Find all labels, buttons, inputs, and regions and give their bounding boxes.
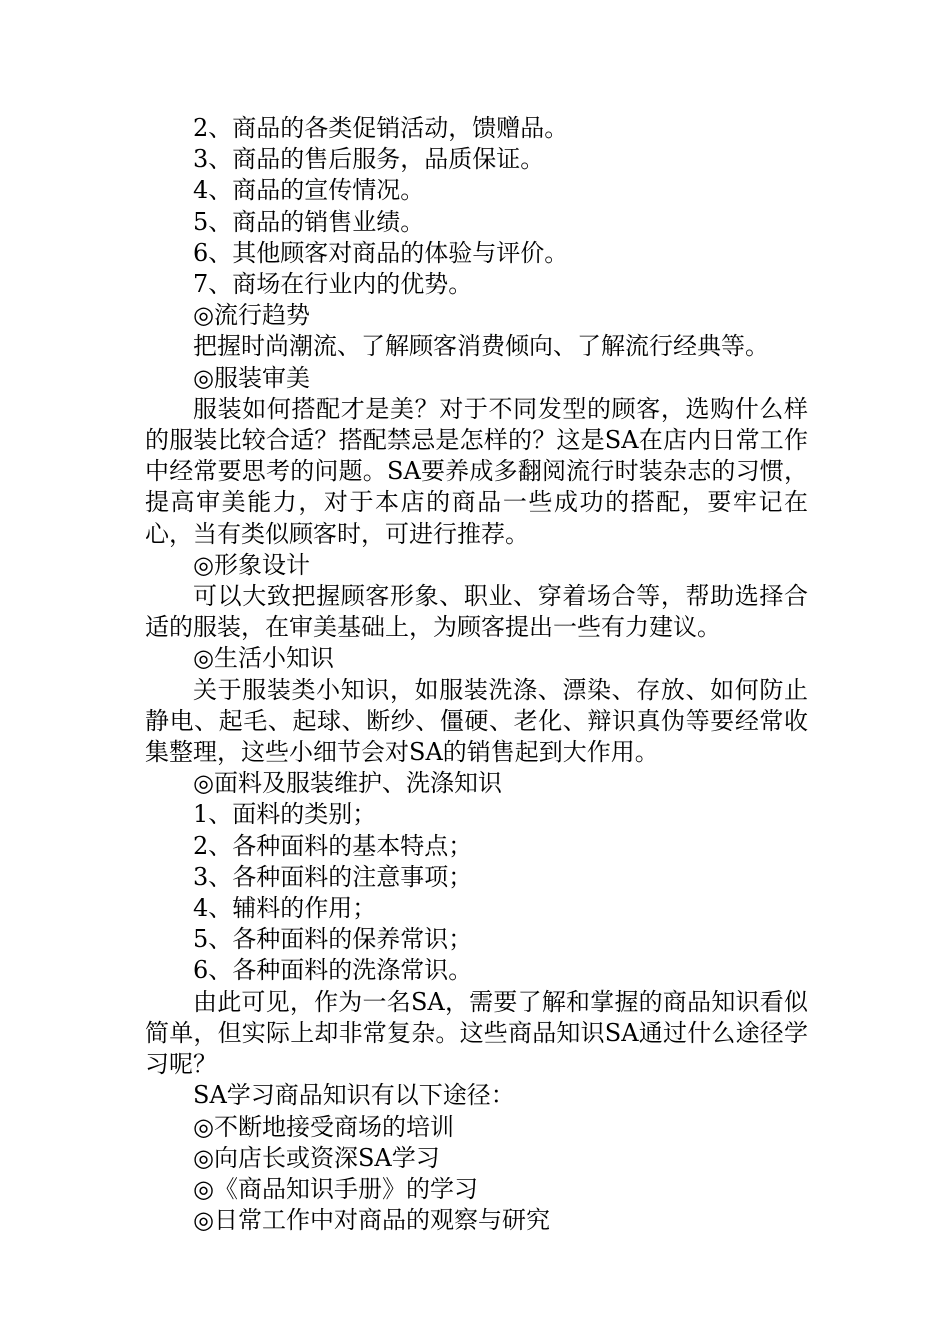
section-heading-fabric-care: ◎面料及服装维护、洗涤知识: [193, 769, 502, 798]
section-heading-aesthetics: ◎服装审美: [193, 363, 310, 392]
list-item-publicity: 4、商品的宣传情况。: [193, 176, 425, 205]
list-item-fabric-washing: 6、各种面料的洗涤常识。: [193, 956, 473, 985]
section-heading-life-tips: ◎生活小知识: [193, 644, 334, 673]
list-item-sales-performance: 5、商品的销售业绩。: [193, 207, 425, 236]
list-item-manual-study: ◎《商品知识手册》的学习: [193, 1174, 478, 1203]
paragraph-aesthetics: 服装如何搭配才是美？对于不同发型的顾客，选购什么样的服装比较合适？搭配禁忌是怎样的？这是SA在店内日常工作中经常要思考的问题。SA要养成多翻阅流行时装杂志的习惯，提高审美能力，对于本店的商品一些成功的搭配，要牢记在心，当有类似顾客时，可进行推荐。: [145, 394, 808, 548]
list-item-after-sales: 3、商品的售后服务，品质保证。: [193, 145, 545, 174]
section-heading-image-design: ◎形象设计: [193, 550, 310, 579]
list-item-accessories: 4、辅料的作用；: [193, 894, 377, 923]
paragraph-summary: 由此可见，作为一名SA，需要了解和掌握的商品知识看似简单，但实际上却非常复杂。这些商品知识SA通过什么途径学习呢？: [145, 987, 808, 1079]
section-heading-trends: ◎流行趋势: [193, 301, 310, 330]
list-item-daily-observation: ◎日常工作中对商品的观察与研究: [193, 1206, 550, 1235]
list-item-store-training: ◎不断地接受商场的培训: [193, 1112, 454, 1141]
list-item-market-advantage: 7、商场在行业内的优势。: [193, 270, 473, 299]
paragraph-image-design: 可以大致把握顾客形象、职业、穿着场合等，帮助选择合适的服装，在审美基础上，为顾客提出一些有力建议。: [145, 582, 808, 642]
list-item-fabric-cautions: 3、各种面料的注意事项；: [193, 862, 473, 891]
list-item-learn-from-senior: ◎向店长或资深SA学习: [193, 1143, 440, 1172]
document-body: [145, 113, 808, 1236]
list-item-fabric-maintenance: 5、各种面料的保养常识；: [193, 925, 473, 954]
paragraph-trends: 把握时尚潮流、了解顾客消费倾向、了解流行经典等。: [193, 332, 769, 361]
paragraph-life-tips: 关于服装类小知识，如服装洗涤、漂染、存放、如何防止静电、起毛、起球、断纱、僵硬、老化、辩识真伪等要经常收集整理，这些小细节会对SA的销售起到大作用。: [145, 675, 808, 767]
paragraph-learning-intro: SA学习商品知识有以下途径：: [193, 1081, 515, 1110]
list-item-customer-reviews: 6、其他顾客对商品的体验与评价。: [193, 238, 569, 267]
list-item-fabric-types: 1、面料的类别；: [193, 800, 377, 829]
list-item-promotions: 2、商品的各类促销活动，馈赠品。: [193, 114, 569, 142]
list-item-fabric-features: 2、各种面料的基本特点；: [193, 831, 473, 860]
